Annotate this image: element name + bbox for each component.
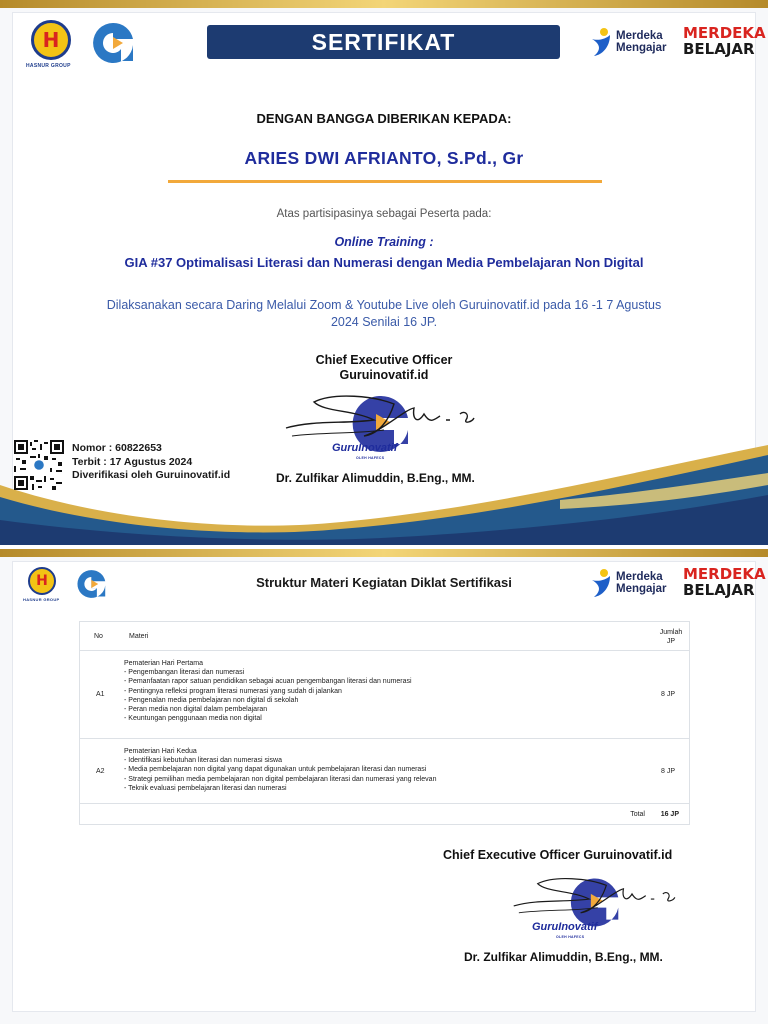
list-item: - Teknik evaluasi pembelajaran literasi dan numerasi — [124, 784, 287, 792]
hasnur-letter: H — [42, 28, 60, 52]
row-no: A1 — [96, 691, 105, 698]
guruinovatif-logo-icon-2 — [76, 568, 108, 600]
table-total-row — [80, 804, 689, 824]
header-materi: Materi — [129, 633, 149, 640]
header-jp — [656, 628, 686, 646]
ceo-title-line2: Guruinovatif.id — [339, 368, 429, 382]
merdeka-belajar-line1-2: MERDEKA — [683, 565, 766, 583]
signature-stamp-2 — [512, 868, 692, 943]
verification-info — [72, 442, 230, 483]
course-title: GIA #37 Optimalisasi Literasi dan Numerasi dengan Media Pembelajaran Non Digital — [124, 255, 644, 270]
stamp-wordmark: GuruInovatif — [332, 442, 398, 454]
table-header — [80, 622, 689, 651]
name-underline — [168, 180, 602, 183]
row-materi — [124, 659, 412, 723]
structure-title: Struktur Materi Kegiatan Diklat Sertifikasi — [256, 575, 512, 590]
merdeka-mengajar-icon-2 — [590, 568, 612, 598]
header-jp-line2: JP — [666, 638, 676, 645]
gold-top-border — [0, 0, 768, 8]
merdeka-mengajar-text: Merdeka Mengajar — [616, 30, 667, 54]
header-no: No — [94, 633, 103, 640]
header-jp-line1: Jumlah — [659, 629, 683, 636]
held-by-text: Dilaksanakan secara Daring Melalui Zoom & Youtube Live oleh Guruinovatif.id pada 16 -1 7 Agustus 2024 Senilai 16 JP. — [106, 298, 662, 329]
merdeka-belajar-logo — [683, 25, 766, 57]
list-item: - Pentingnya refleksi program literasi numerasi yang sudah di jalankan — [124, 687, 342, 695]
list-item: - Pengembangan literasi dan numerasi — [124, 669, 245, 677]
table-row — [80, 739, 689, 804]
signature-stamp — [284, 390, 494, 465]
recipient-name: ARIES DWI AFRIANTO, S.Pd., Gr — [244, 148, 524, 168]
qr-code-icon[interactable] — [14, 440, 64, 490]
list-item: - Media pembelajaran non digital yang dapat digunakan untuk pembelajaran literasi dan numerasi — [124, 766, 427, 774]
merdeka-belajar-logo-2 — [683, 566, 766, 598]
ceo-title-line1: Chief Executive Officer — [315, 353, 453, 367]
hasnur-logo — [31, 20, 71, 60]
row-heading: Pematerian Hari Pertama — [124, 660, 203, 667]
ceo-title — [0, 353, 768, 383]
gold-top-border-2 — [0, 549, 768, 557]
list-item: - Pemanfaatan rapor satuan pendidikan sebagai acuan pengembangan literasi dan numerasi — [124, 678, 412, 686]
row-materi — [124, 747, 436, 793]
stamp-subtitle: OLEH HAFECS — [356, 456, 385, 460]
merdeka-mengajar-logo-2 — [590, 568, 676, 598]
training-label: Online Training : — [334, 235, 434, 249]
list-item: - Identifikasi kebutuhan literasi dan numerasi siswa — [124, 757, 282, 765]
certificate-number: Nomor : 60822653 — [72, 442, 162, 454]
row-no: A2 — [96, 768, 105, 775]
list-item: - Strategi pemilihan media pembelajaran non digital pembelajaran literasi dan numerasi yang relevan — [124, 775, 437, 783]
list-item: - Peran media non digital dalam pembelajaran — [124, 706, 268, 714]
list-item: - Keuntungan penggunaan media non digital — [124, 715, 262, 723]
materi-table — [79, 621, 690, 825]
total-value: 16 JP — [660, 811, 679, 818]
hasnur-caption-2: HASNUR GROUP — [23, 597, 60, 602]
merdeka-mengajar-icon — [590, 27, 612, 57]
merdeka-mengajar-text-2: Merdeka Mengajar — [616, 571, 667, 595]
signer-name: Dr. Zulfikar Alimuddin, B.Eng., MM. — [276, 471, 475, 485]
row-jp: 8 JP — [660, 768, 675, 775]
verified-by: Diverifikasi oleh Guruinovatif.id — [72, 469, 231, 481]
hasnur-logo-2 — [28, 567, 56, 595]
stamp-wordmark-2: GuruInovatif — [532, 921, 598, 933]
signer-name-2: Dr. Zulfikar Alimuddin, B.Eng., MM. — [464, 950, 663, 964]
issue-date: Terbit : 17 Agustus 2024 — [72, 455, 193, 468]
ceo-title-2: Chief Executive Officer Guruinovatif.id — [443, 848, 673, 862]
merdeka-mengajar-logo — [590, 27, 676, 57]
table-row — [80, 651, 689, 739]
list-item: - Pengenalan media pembelajaran non digital di sekolah — [124, 696, 299, 704]
hasnur-caption: HASNUR GROUP — [26, 63, 71, 69]
total-label: Total — [630, 811, 645, 818]
row-heading: Pematerian Hari Kedua — [124, 748, 197, 755]
guruinovatif-logo-icon — [91, 21, 137, 65]
hasnur-letter-2: H — [36, 573, 48, 589]
stamp-subtitle-2: OLEH HAFECS — [556, 935, 585, 939]
participation-text: Atas partisipasinya sebagai Peserta pada: — [276, 208, 492, 220]
row-jp: 8 JP — [660, 691, 675, 698]
merdeka-belajar-line1: MERDEKA — [683, 24, 766, 42]
certificate-banner: SERTIFIKAT — [207, 25, 560, 59]
given-to-heading: DENGAN BANGGA DIBERIKAN KEPADA: — [256, 111, 512, 126]
merdeka-belajar-line2-2: BELAJAR — [683, 581, 755, 599]
merdeka-belajar-line2: BELAJAR — [683, 40, 755, 58]
